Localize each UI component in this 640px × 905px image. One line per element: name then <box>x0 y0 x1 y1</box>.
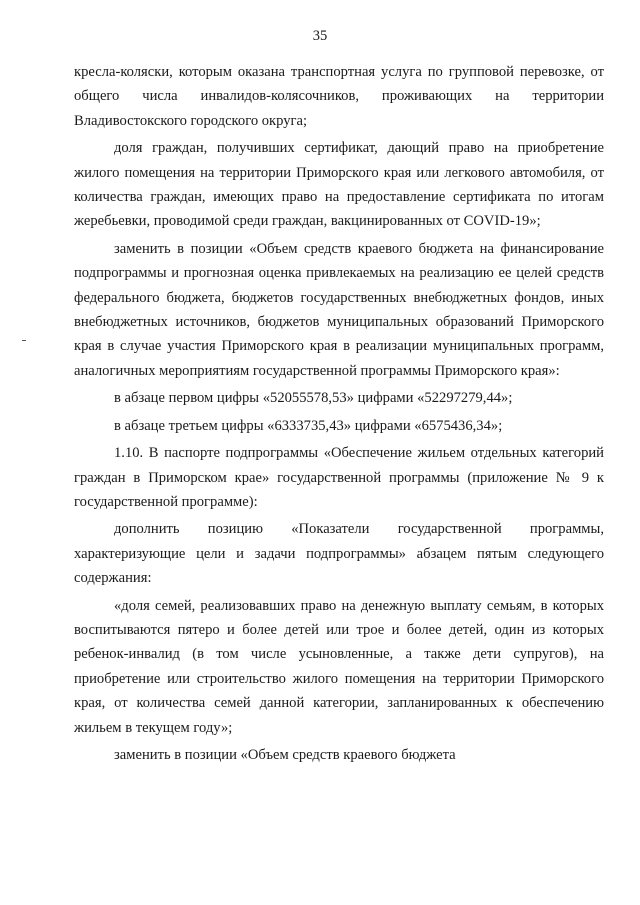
paragraph-covid-certificate: доля граждан, получивших сертификат, дающий право на приобретение жилого помещения на территории Приморского края или легкового автомобиля, от количества граждан, имеющих право на предоставление сертификата по итогам жеребьевки, проводимой среди граждан, вакцинированных от COVID-19»; <box>74 140 604 230</box>
paragraph-replace-budget-position: заменить в позиции «Объем средств краевого бюджета на финансирование подпрограммы и прогнозная оценка привлекаемых на реализацию ее целей средств федерального бюджета, бюджетов государственных внебюджетных фондов, иных внебюджетных источников, бюджетов муниципальных образований Приморского края в случае участия Приморского края в реализации муниципальных программ, аналогичных мероприятиям государственной программы Приморского края»: <box>74 240 604 379</box>
paragraph-continuation: кресла-коляски, которым оказана транспортная услуга по групповой перевозке, от общего числа инвалидов-колясочников, проживающих на территории Владивостокского городского округа; <box>74 64 604 129</box>
document-body <box>74 60 604 767</box>
paragraph-item-1-10: 1.10. В паспорте подпрограммы «Обеспечение жильем отдельных категорий граждан в Приморском крае» государственной программы (приложение № 9 к государственной программе): <box>74 445 604 510</box>
paragraph-add-position: дополнить позицию «Показатели государственной программы, характеризующие цели и задачи подпрограммы» абзацем пятым следующего содержания: <box>74 521 604 587</box>
page-number: 35 <box>312 28 328 44</box>
paragraph-replace-position-cut: заменить в позиции «Объем средств краевого бюджета <box>114 746 456 763</box>
paragraph-third-abzac: в абзаце третьем цифры «6333735,43» цифрами «6575436,34»; <box>114 417 503 434</box>
margin-mark <box>22 340 26 341</box>
paragraph-first-abzac: в абзаце первом цифры «52055578,53» цифрами «52297279,44»; <box>114 390 513 407</box>
paragraph-families-share: «доля семей, реализовавших право на денежную выплату семьям, в которых воспитываются пятеро и более детей или трое и более детей, один из которых ребенок-инвалид (в том числе усыновленные, а также дети супругов), на приобретение или строительство жилого помещения на территории Приморского края, от количества семей данной категории, запланированных к обеспечению жильем в текущем году»; <box>74 597 604 736</box>
